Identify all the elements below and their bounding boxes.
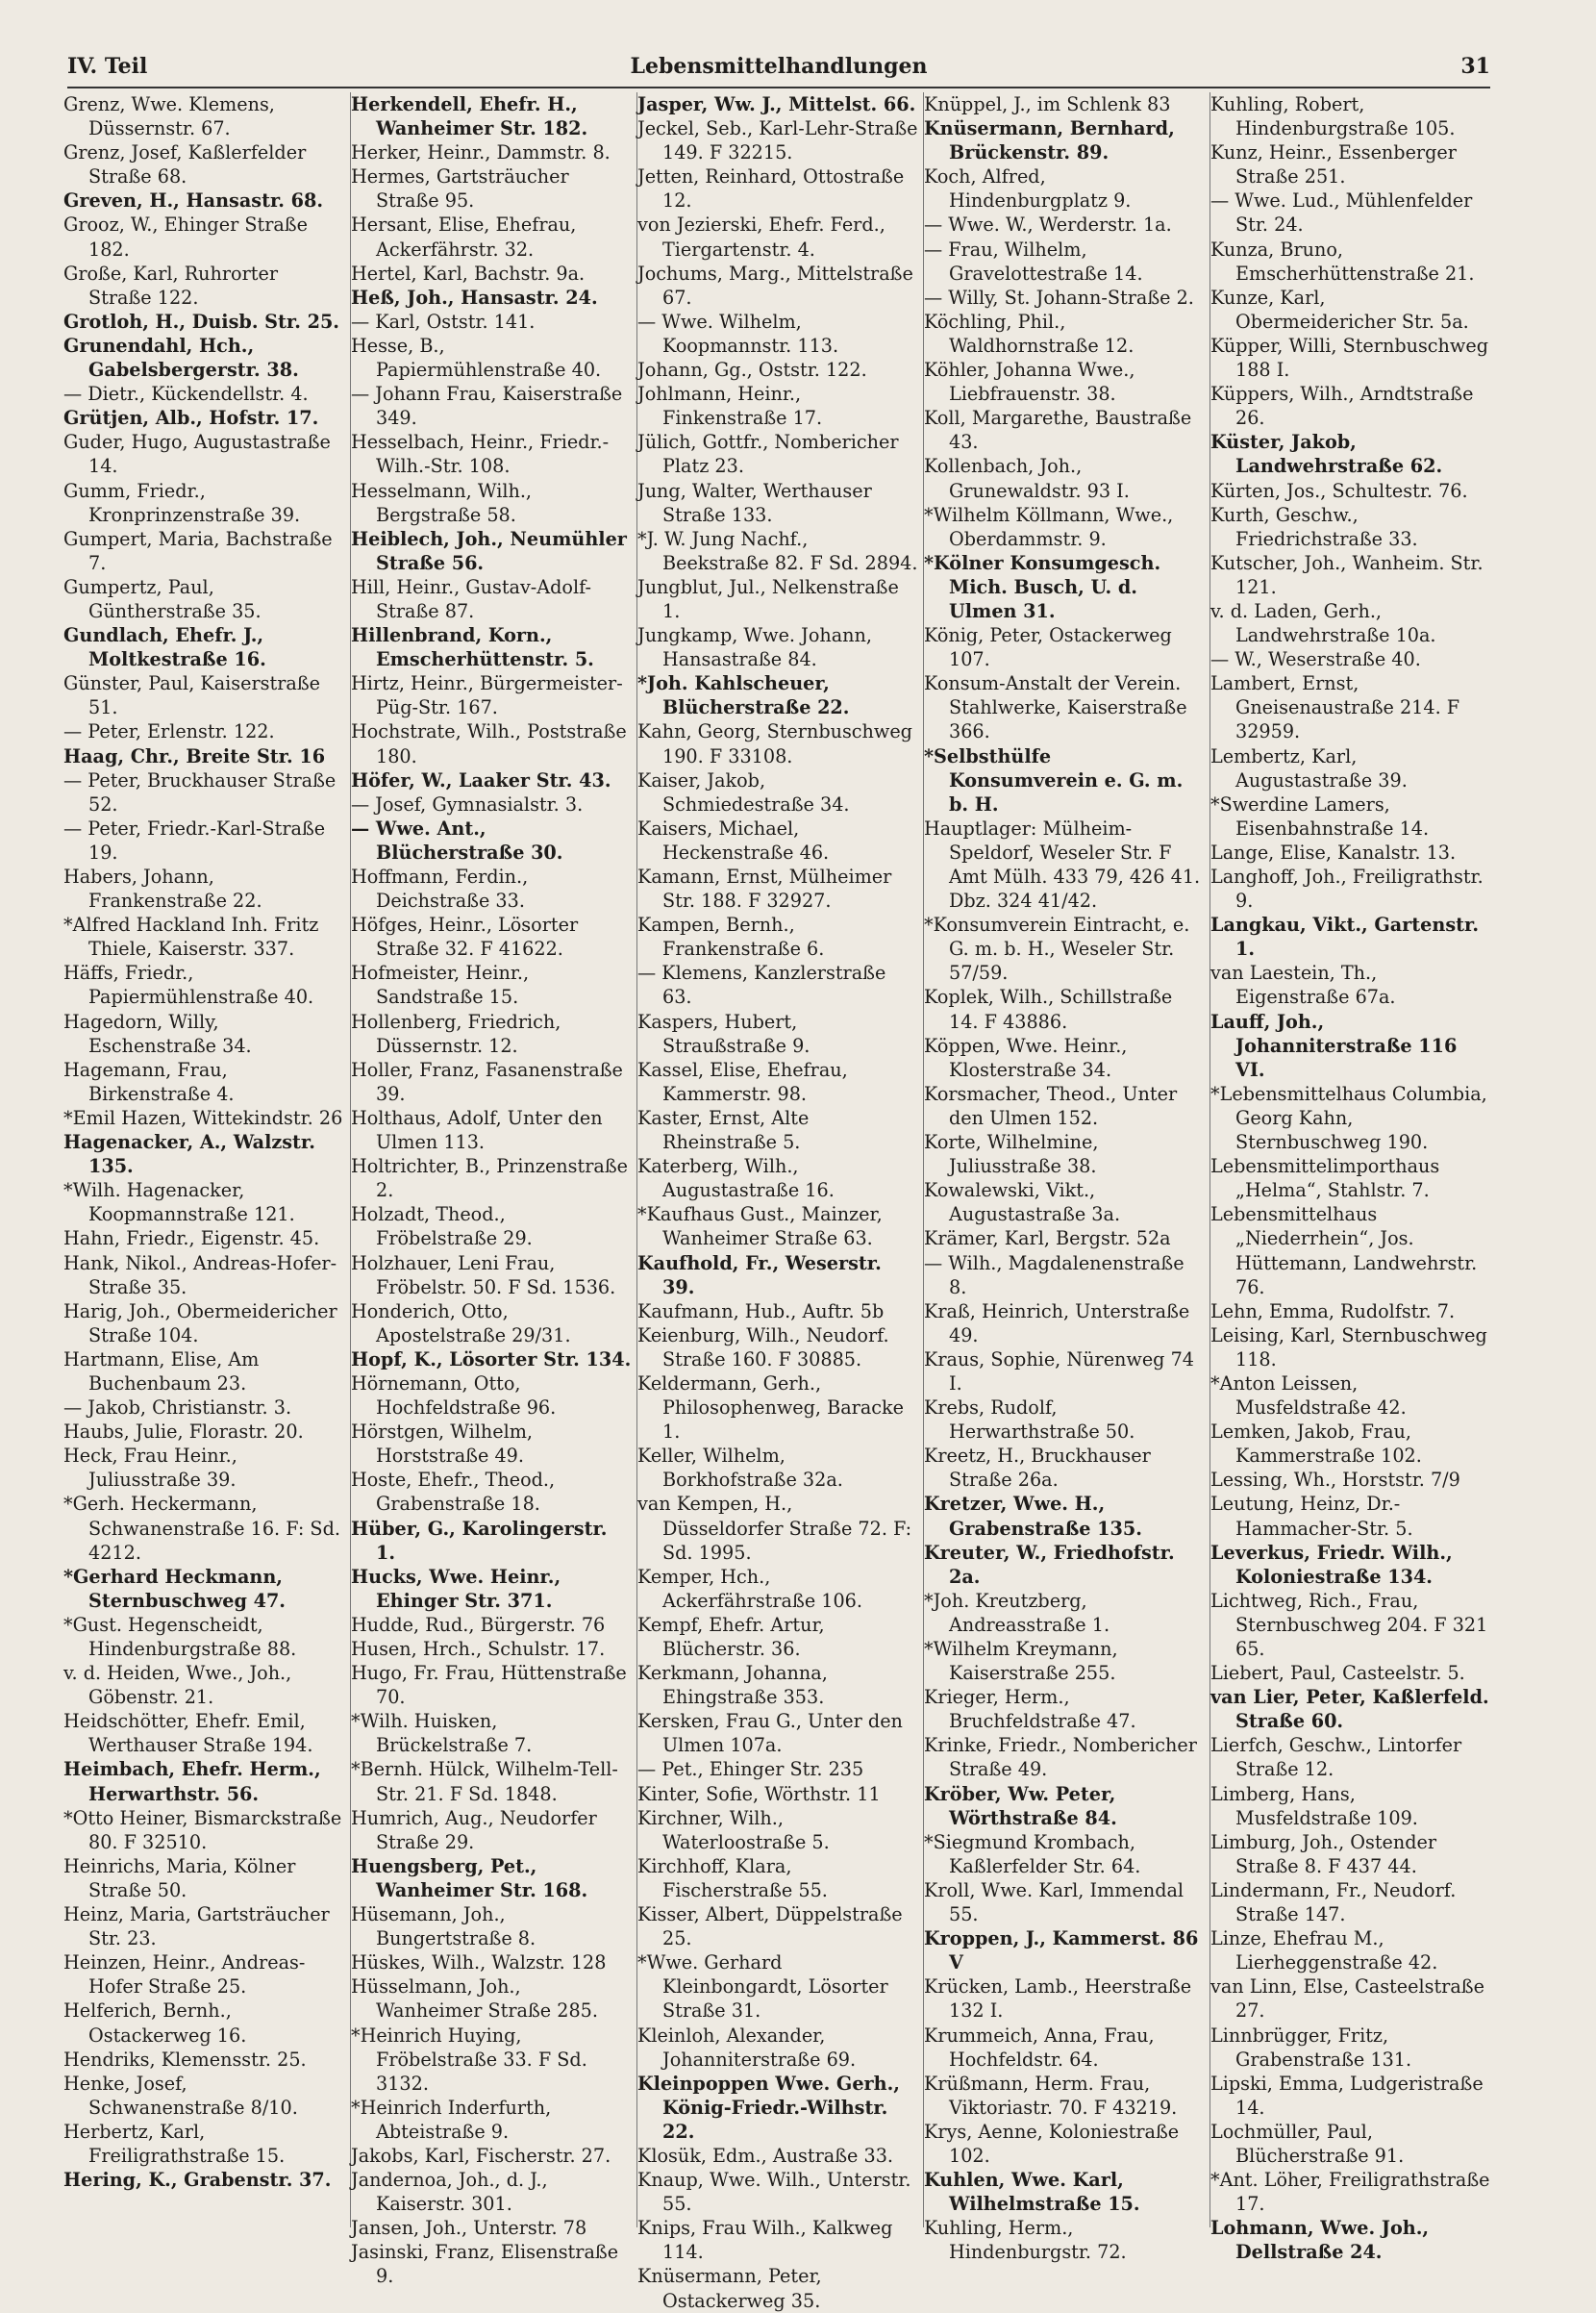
directory-entry: Guder, Hugo, Augustastraße 14.: [63, 431, 331, 478]
directory-entry: Honderich, Otto, Apostelstraße 29/31.: [351, 1299, 571, 1346]
directory-entry: Kürten, Jos., Schultestr. 76.: [1210, 479, 1468, 502]
directory-entry: Große, Karl, Ruhrorter Straße 122.: [63, 262, 278, 309]
directory-entry: Kurth, Geschw., Friedrichstraße 33.: [1210, 503, 1418, 550]
directory-entry: Kaspers, Hubert, Straußstraße 9.: [637, 1010, 810, 1057]
directory-entry: Kersken, Frau G., Unter den Ulmen 107a.: [637, 1710, 903, 1757]
directory-entry: — Wilh., Magdalenenstraße 8.: [924, 1251, 1185, 1298]
directory-entry: Kuhlen, Wwe. Karl, Wilhelmstraße 15.: [924, 2169, 1140, 2216]
directory-entry: Kaisers, Michael, Heckenstraße 46.: [637, 817, 830, 864]
directory-entry: Kuhling, Herm., Hindenburgstr. 72.: [924, 2217, 1127, 2264]
directory-entry: Jasper, Ww. J., Mittelst. 66.: [637, 93, 916, 115]
directory-entry: Kaufmann, Hub., Auftr. 5b: [637, 1299, 885, 1322]
directory-entry: Grooz, W., Ehinger Straße 182.: [63, 214, 308, 261]
directory-entry: Haag, Chr., Breite Str. 16: [63, 744, 326, 767]
directory-entry: Kerkmann, Johanna, Ehingstraße 353.: [637, 1662, 828, 1709]
directory-entry: *Emil Hazen, Wittekindstr. 26: [63, 1106, 343, 1129]
directory-entry: *Heinrich Huying, Fröbelstraße 33. F Sd. 3132.: [351, 2024, 587, 2095]
directory-entry: Koch, Alfred, Hindenburgplatz 9.: [924, 165, 1132, 213]
directory-entry: Jakobs, Karl, Fischerstr. 27.: [351, 2144, 611, 2167]
directory-entry: *Gerhard Heckmann, Sternbuschweg 47.: [63, 1565, 286, 1612]
directory-entry: *Swerdine Lamers, Eisenbahnstraße 14.: [1210, 792, 1430, 840]
directory-entry: Lierfch, Geschw., Lintorfer Straße 12.: [1210, 1734, 1462, 1781]
directory-entry: Kunze, Karl, Obermeidericher Str. 5a.: [1210, 286, 1469, 333]
directory-entry: Habers, Johann, Frankenstraße 22.: [63, 866, 262, 913]
directory-entry: Hering, K., Grabenstr. 37.: [63, 2169, 332, 2192]
directory-entry: Hesselmann, Wilh., Bergstraße 58.: [351, 479, 533, 526]
directory-entry: *Wilhelm Kreymann, Kaiserstraße 255.: [924, 1638, 1118, 1685]
directory-entry: v. d. Heiden, Wwe., Joh., Göbenstr. 21.: [63, 1662, 292, 1709]
directory-entry: Hollenberg, Friedrich, Düssernstr. 12.: [351, 1010, 561, 1057]
directory-entry: Hopf, K., Lösorter Str. 134.: [351, 1347, 632, 1370]
directory-entry: — Klemens, Kanzlerstraße 63.: [637, 962, 886, 1009]
directory-entry: Gumpertz, Paul, Güntherstraße 35.: [63, 575, 262, 622]
directory-entry: Holler, Franz, Fasanenstraße 39.: [351, 1058, 623, 1105]
directory-entry: Korte, Wilhelmine, Juliusstraße 38.: [924, 1131, 1099, 1178]
directory-entry: — Frau, Wilhelm, Gravelottestraße 14.: [924, 238, 1143, 285]
directory-entry: Hill, Heinr., Gustav-Adolf-Straße 87.: [351, 575, 592, 622]
directory-entry: Krys, Aenne, Koloniestraße 102.: [924, 2120, 1180, 2167]
directory-entry: *Heinrich Inderfurth, Abteistraße 9.: [351, 2096, 552, 2143]
directory-entry: Leverkus, Friedr. Wilh., Koloniestraße 134.: [1210, 1541, 1453, 1588]
directory-entry: Kampen, Bernh., Frankenstraße 6.: [637, 914, 825, 961]
directory-entry: Lebensmittelimporthaus „Helma“, Stahlstr. 7.: [1210, 1155, 1440, 1202]
directory-entry: Keienburg, Wilh., Neudorf. Straße 160. F 30885.: [637, 1323, 889, 1370]
directory-entry: Hochstrate, Wilh., Poststraße 180.: [351, 720, 627, 767]
directory-entry: Lessing, Wh., Horststr. 7/9: [1210, 1469, 1460, 1492]
directory-entry: Hendriks, Klemensstr. 25.: [63, 2048, 307, 2071]
column-2: [350, 92, 636, 2288]
directory-entry: *Kaufhaus Gust., Mainzer, Wanheimer Straße 63.: [637, 1203, 883, 1250]
directory-entry: Kirchner, Wilh., Waterloostraße 5.: [637, 1806, 830, 1853]
directory-entry: Jung, Walter, Werthauser Straße 133.: [637, 479, 872, 526]
directory-columns: [63, 92, 1496, 2312]
directory-entry: Jülich, Gottfr., Nombericher Platz 23.: [637, 431, 899, 478]
directory-entry: Lochmüller, Paul, Blücherstraße 91.: [1210, 2120, 1405, 2167]
directory-entry: Kollenbach, Joh., Grunewaldstr. 93 I.: [924, 455, 1130, 502]
directory-entry: — Jakob, Christianstr. 3.: [63, 1396, 292, 1420]
directory-entry: Hermes, Gartsträucher Straße 95.: [351, 165, 569, 213]
directory-entry: Hugo, Fr. Frau, Hüttenstraße 70.: [351, 1662, 627, 1709]
directory-entry: Koll, Margarethe, Baustraße 43.: [924, 407, 1192, 454]
directory-entry: Korsmacher, Theod., Unter den Ulmen 152.: [924, 1082, 1178, 1129]
directory-entry: Keldermann, Gerh., Philosophenweg, Baracke 1.: [637, 1371, 904, 1444]
directory-entry: *Otto Heiner, Bismarckstraße 80. F 32510.: [63, 1806, 342, 1853]
directory-entry: Hirtz, Heinr., Bürgermeister-Püg-Str. 167.: [351, 672, 623, 719]
directory-entry: Hesse, B., Papiermühlenstraße 40.: [351, 334, 602, 382]
directory-entry: Kroll, Wwe. Karl, Immendal 55.: [924, 1878, 1185, 1926]
directory-entry: Greven, H., Hansastr. 68.: [63, 189, 324, 213]
directory-entry: — W., Weserstraße 40.: [1210, 648, 1421, 671]
directory-entry: *Lebensmittelhaus Columbia, Georg Kahn, Sternbuschweg 190.: [1210, 1082, 1487, 1154]
directory-entry: Limberg, Hans, Musfeldstraße 109.: [1210, 1782, 1418, 1829]
directory-entry: — Willy, St. Johann-Straße 2.: [924, 286, 1194, 309]
directory-entry: Höfges, Heinr., Lösorter Straße 32. F 41622.: [351, 914, 579, 961]
directory-entry: Jungblut, Jul., Nelkenstraße 1.: [637, 575, 899, 622]
directory-entry: Leising, Karl, Sternbuschweg 118.: [1210, 1323, 1487, 1370]
directory-entry: Langkau, Vikt., Gartenstr. 1.: [1210, 914, 1480, 961]
directory-entry: Knüsermann, Peter, Ostackerweg 35.: [637, 2265, 822, 2312]
directory-entry: *Alfred Hackland Inh. Fritz Thiele, Kaiserstr. 337.: [63, 914, 319, 961]
directory-entry: Hagedorn, Willy, Eschenstraße 34.: [63, 1010, 252, 1057]
directory-entry: Hertel, Karl, Bachstr. 9a.: [351, 262, 586, 285]
directory-entry: Langhoff, Joh., Freiligrathstr. 9.: [1210, 866, 1484, 913]
directory-entry: Jasinski, Franz, Elisenstraße 9.: [351, 2241, 619, 2288]
page-number: 31: [1460, 54, 1490, 79]
directory-entry: Knüsermann, Bernhard, Brückenstr. 89.: [924, 117, 1175, 164]
directory-entry: Knüppel, J., im Schlenk 83: [924, 93, 1171, 115]
directory-entry: Krüßmann, Herm. Frau, Viktoriastr. 70. F 43219.: [924, 2072, 1178, 2119]
directory-entry: Linze, Ehefrau M., Lierheggenstraße 42.: [1210, 1927, 1438, 1974]
column-3: [636, 92, 922, 2312]
directory-entry: Gumpert, Maria, Bachstraße 7.: [63, 527, 333, 574]
directory-entry: *Gust. Hegenscheidt, Hindenburgstraße 88.: [63, 1613, 297, 1660]
directory-entry: — Peter, Erlenstr. 122.: [63, 720, 275, 743]
directory-entry: Harig, Joh., Obermeidericher Straße 104.: [63, 1299, 337, 1346]
directory-entry: Lohmann, Wwe. Joh., Dellstraße 24.: [1210, 2217, 1430, 2264]
directory-entry: Leutung, Heinz, Dr.-Hammacher-Str. 5.: [1210, 1493, 1413, 1540]
directory-entry: — Pet., Ehinger Str. 235: [637, 1758, 864, 1781]
directory-entry: Kreuter, W., Friedhofstr. 2a.: [924, 1541, 1175, 1588]
directory-entry: Kunza, Bruno, Emscherhüttenstraße 21.: [1210, 238, 1475, 285]
directory-entry: *Wilh. Hagenacker, Koopmannstraße 121.: [63, 1179, 295, 1226]
directory-entry: Huengsberg, Pet., Wanheimer Str. 168.: [351, 1854, 588, 1901]
directory-entry: Haubs, Julie, Florastr. 20.: [63, 1420, 304, 1444]
directory-entry: Jandernoa, Joh., d. J., Kaiserstr. 301.: [351, 2169, 548, 2216]
directory-entry: Liebert, Paul, Casteelstr. 5.: [1210, 1662, 1465, 1685]
directory-entry: Hoste, Ehefr., Theod., Grabenstraße 18.: [351, 1469, 556, 1516]
directory-entry: Küster, Jakob, Landwehrstraße 62.: [1210, 431, 1443, 478]
directory-entry: *Wilh. Huisken, Brückelstraße 7.: [351, 1710, 533, 1757]
directory-entry: Heiblech, Joh., Neumühler Straße 56.: [351, 527, 627, 574]
directory-entry: Günster, Paul, Kaiserstraße 51.: [63, 672, 321, 719]
directory-entry: Gumm, Friedr., Kronprinzenstraße 39.: [63, 479, 301, 526]
directory-entry: Kreetz, H., Bruckhauser Straße 26a.: [924, 1445, 1151, 1492]
directory-entry: Kretzer, Wwe. H., Grabenstraße 135.: [924, 1493, 1142, 1540]
directory-entry: Kaster, Ernst, Alte Rheinstraße 5.: [637, 1106, 810, 1154]
directory-entry: Heimbach, Ehefr. Herm., Herwarthstr. 56.: [63, 1758, 321, 1805]
directory-entry: Kemper, Hch., Ackerfährstraße 106.: [637, 1565, 862, 1612]
directory-entry: Kamann, Ernst, Mülheimer Str. 188. F 32927.: [637, 866, 892, 913]
directory-entry: Grütjen, Alb., Hofstr. 17.: [63, 407, 319, 430]
directory-entry: Keller, Wilhelm, Borkhofstraße 32a.: [637, 1445, 843, 1492]
directory-entry: Konsum-Anstalt der Verein. Stahlwerke, Kaiserstraße 366.: [924, 672, 1187, 743]
directory-entry: Krieger, Herm., Bruchfeldstraße 47.: [924, 1686, 1136, 1733]
directory-entry: — Johann Frau, Kaiserstraße 349.: [351, 383, 623, 430]
directory-entry: Kleinpoppen Wwe. Gerh., König-Friedr.-Wilhstr. 22.: [637, 2072, 900, 2143]
directory-entry: Kaufhold, Fr., Weserstr. 39.: [637, 1251, 882, 1298]
directory-entry: Köppen, Wwe. Heinr., Klosterstraße 34.: [924, 1034, 1128, 1081]
directory-entry: Koplek, Wilh., Schillstraße 14. F 43886.: [924, 986, 1173, 1033]
directory-entry: Hagenacker, A., Walzstr. 135.: [63, 1131, 315, 1178]
directory-entry: Hüsemann, Joh., Bungertstraße 8.: [351, 1903, 536, 1950]
directory-entry: Lindermann, Fr., Neudorf. Straße 147.: [1210, 1878, 1457, 1926]
directory-entry: Jeckel, Seb., Karl-Lehr-Straße 149. F 32215.: [637, 117, 918, 164]
directory-entry: Jungkamp, Wwe. Johann, Hansastraße 84.: [637, 624, 872, 671]
directory-entry: Höfer, W., Laaker Str. 43.: [351, 768, 611, 792]
directory-entry: Herker, Heinr., Dammstr. 8.: [351, 141, 611, 164]
directory-entry: Klosük, Edm., Austraße 33.: [637, 2144, 894, 2167]
directory-entry: Hüsselmann, Joh., Wanheimer Straße 285.: [351, 1975, 598, 2023]
directory-entry: — Dietr., Kückendellstr. 4.: [63, 383, 309, 406]
directory-entry: — Wwe. Ant., Blücherstraße 30.: [351, 817, 563, 864]
directory-entry: Kuhling, Robert, Hindenburgstraße 105.: [1210, 93, 1456, 140]
directory-entry: Lichtweg, Rich., Frau, Sternbuschweg 204. F 321 65.: [1210, 1589, 1488, 1660]
directory-entry: Hoffmann, Ferdin., Deichstraße 33.: [351, 866, 529, 913]
directory-entry: Kraus, Sophie, Nürenweg 74 I.: [924, 1347, 1194, 1395]
directory-entry: *Anton Leissen, Musfeldstraße 42.: [1210, 1371, 1407, 1420]
directory-entry: Grunendahl, Hch., Gabelsbergerstr. 38.: [63, 334, 299, 382]
directory-entry: Grotloh, H., Duisb. Str. 25.: [63, 310, 339, 333]
directory-entry: Kisser, Albert, Düppelstraße 25.: [637, 1903, 903, 1950]
directory-entry: Krämer, Karl, Bergstr. 52a: [924, 1227, 1171, 1250]
directory-entry: Lange, Elise, Kanalstr. 13.: [1210, 841, 1457, 864]
directory-entry: Kinter, Sofie, Wörthstr. 11: [637, 1782, 881, 1805]
directory-entry: Johann, Gg., Oststr. 122.: [637, 359, 867, 382]
directory-entry: Heidschötter, Ehefr. Emil, Werthauser Straße 194.: [63, 1710, 313, 1757]
column-5: [1209, 92, 1495, 2264]
directory-entry: Linnbrügger, Fritz, Grabenstraße 131.: [1210, 2024, 1412, 2071]
directory-entry: Helferich, Bernh., Ostackerweg 16.: [63, 1999, 247, 2047]
directory-entry: König, Peter, Ostackerweg 107.: [924, 624, 1172, 671]
page-title: Lebensmittelhandlungen: [630, 54, 928, 79]
directory-entry: Häffs, Friedr., Papiermühlenstraße 40.: [63, 962, 314, 1009]
directory-entry: Kassel, Elise, Ehefrau, Kammerstr. 98.: [637, 1058, 848, 1105]
directory-entry: Kaiser, Jakob, Schmiedestraße 34.: [637, 768, 850, 816]
column-1: [63, 92, 348, 2227]
directory-entry: Kutscher, Joh., Wanheim. Str. 121.: [1210, 551, 1484, 598]
directory-entry: Lauff, Joh., Johanniterstraße 116 VI.: [1210, 1010, 1458, 1081]
directory-entry: Jochums, Marg., Mittelstraße 67.: [637, 262, 913, 309]
directory-entry: Kleinloh, Alexander, Johanniterstraße 69.: [637, 2024, 857, 2071]
directory-entry: Humrich, Aug., Neudorfer Straße 29.: [351, 1806, 597, 1853]
column-4: [923, 92, 1209, 2264]
directory-entry: Lembertz, Karl, Augustastraße 39.: [1210, 744, 1408, 792]
directory-entry: Herkendell, Ehefr. H., Wanheimer Str. 182.: [351, 93, 588, 140]
directory-entry: Johlmann, Heinr., Finkenstraße 17.: [637, 383, 823, 430]
directory-entry: *Selbsthülfe Konsumverein e. G. m. b. H.: [924, 744, 1184, 816]
directory-entry: Hüskes, Wilh., Walzstr. 128: [351, 1951, 607, 1974]
directory-entry: Heinrichs, Maria, Kölner Straße 50.: [63, 1854, 296, 1901]
directory-entry: — Peter, Friedr.-Karl-Straße 19.: [63, 817, 326, 864]
directory-entry: *Kölner Konsumgesch. Mich. Busch, U. d. Ulmen 31.: [924, 551, 1161, 622]
directory-entry: van Kempen, H., Düsseldorfer Straße 72. F: Sd. 1995.: [637, 1493, 912, 1564]
directory-entry: van Linn, Else, Casteelstraße 27.: [1210, 1975, 1484, 2023]
directory-entry: Knaup, Wwe. Wilh., Unterstr. 55.: [637, 2169, 911, 2216]
directory-entry: Kempf, Ehefr. Artur, Blücherstr. 36.: [637, 1613, 825, 1660]
directory-entry: Küppers, Wilh., Arndtstraße 26.: [1210, 383, 1474, 430]
directory-entry: Holthaus, Adolf, Unter den Ulmen 113.: [351, 1106, 603, 1154]
directory-entry: Hüber, G., Karolingerstr. 1.: [351, 1517, 608, 1564]
directory-entry: Krücken, Lamb., Heerstraße 132 I.: [924, 1975, 1192, 2023]
directory-entry: Hörnemann, Otto, Hochfeldstraße 96.: [351, 1371, 557, 1420]
directory-entry: Heck, Frau Heinr., Juliusstraße 39.: [63, 1445, 237, 1492]
directory-entry: *Wilhelm Köllmann, Wwe., Oberdammstr. 9.: [924, 503, 1174, 550]
directory-entry: *Joh. Kahlscheuer, Blücherstraße 22.: [637, 672, 850, 719]
directory-entry: *Bernh. Hülck, Wilhelm-Tell-Str. 21. F Sd. 1848.: [351, 1758, 618, 1805]
directory-entry: Hudde, Rud., Bürgerstr. 76: [351, 1613, 606, 1636]
directory-entry: Kunz, Heinr., Essenberger Straße 251.: [1210, 141, 1457, 189]
directory-entry: Hank, Nikol., Andreas-Hofer-Straße 35.: [63, 1251, 337, 1298]
directory-entry: Hucks, Wwe. Heinr., Ehinger Str. 371.: [351, 1565, 561, 1612]
directory-entry: — Wwe. W., Werderstr. 1a.: [924, 214, 1172, 237]
directory-entry: — Josef, Gymnasialstr. 3.: [351, 792, 584, 816]
directory-entry: Kahn, Georg, Sternbuschweg 190. F 33108.: [637, 720, 912, 767]
directory-entry: Hillenbrand, Korn., Emscherhüttenstr. 5.: [351, 624, 594, 671]
directory-entry: Heß, Joh., Hansastr. 24.: [351, 286, 598, 309]
directory-entry: Hörstgen, Wilhelm, Horststraße 49.: [351, 1420, 534, 1468]
directory-entry: Henke, Josef, Schwanenstraße 8/10.: [63, 2072, 298, 2119]
directory-entry: — Karl, Oststr. 141.: [351, 310, 536, 333]
directory-entry: Lemken, Jakob, Frau, Kammerstraße 102.: [1210, 1420, 1422, 1468]
directory-entry: *Konsumverein Eintracht, e. G. m. b. H., Weseler Str. 57/59.: [924, 914, 1190, 985]
directory-entry: Lehn, Emma, Rudolfstr. 7.: [1210, 1299, 1456, 1322]
directory-entry: Küpper, Willi, Sternbuschweg 188 I.: [1210, 334, 1488, 382]
directory-entry: Kowalewski, Vikt., Augustastraße 3a.: [924, 1179, 1121, 1226]
directory-entry: Gundlach, Ehefr. J., Moltkestraße 16.: [63, 624, 266, 671]
directory-entry: Köchling, Phil., Waldhornstraße 12.: [924, 310, 1135, 357]
directory-entry: Hofmeister, Heinr., Sandstraße 15.: [351, 962, 530, 1009]
directory-entry: Lipski, Emma, Ludgeristraße 14.: [1210, 2072, 1484, 2119]
directory-entry: Heinzen, Heinr., Andreas-Hofer Straße 25.: [63, 1951, 306, 1999]
directory-entry: Hersant, Elise, Ehefrau, Ackerfährstr. 32.: [351, 214, 577, 261]
directory-entry: Hauptlager: Mülheim-Speldorf, Weseler Str. F Amt Mülh. 433 79, 426 41. Dbz. 324 41/42.: [924, 817, 1201, 913]
directory-entry: van Lier, Peter, Kaßlerfeld. Straße 60.: [1210, 1686, 1489, 1733]
directory-entry: von Jezierski, Ehefr. Ferd., Tiergartenstr. 4.: [637, 214, 885, 261]
directory-entry: Hagemann, Frau, Birkenstraße 4.: [63, 1058, 235, 1105]
directory-entry: Köhler, Johanna Wwe., Liebfrauenstr. 38.: [924, 359, 1135, 406]
directory-entry: Grenz, Wwe. Klemens, Düssernstr. 67.: [63, 93, 275, 140]
directory-entry: Kroppen, J., Kammerst. 86 V: [924, 1927, 1199, 1974]
directory-entry: Holzhauer, Leni Frau, Fröbelstr. 50. F Sd. 1536.: [351, 1251, 616, 1298]
directory-entry: Hahn, Friedr., Eigenstr. 45.: [63, 1227, 320, 1250]
directory-entry: *J. W. Jung Nachf., Beekstraße 82. F Sd. 2894.: [637, 527, 918, 574]
directory-entry: Grenz, Josef, Kaßlerfelder Straße 68.: [63, 141, 307, 189]
directory-entry: Kraß, Heinrich, Unterstraße 49.: [924, 1299, 1190, 1346]
directory-entry: Herbertz, Karl, Freiligrathstraße 15.: [63, 2120, 286, 2167]
directory-entry: — Wwe. Wilhelm, Koopmannstr. 113.: [637, 310, 839, 357]
section-label: IV. Teil: [67, 54, 148, 79]
directory-entry: Krinke, Friedr., Nombericher Straße 49.: [924, 1734, 1197, 1781]
directory-entry: Kirchhoff, Klara, Fischerstraße 55.: [637, 1854, 828, 1901]
directory-entry: *Joh. Kreutzberg, Andreasstraße 1.: [924, 1589, 1110, 1636]
directory-entry: Limburg, Joh., Ostender Straße 8. F 437 44.: [1210, 1830, 1437, 1877]
directory-entry: Krummeich, Anna, Frau, Hochfeldstr. 64.: [924, 2024, 1155, 2071]
directory-entry: — Peter, Bruckhauser Straße 52.: [63, 768, 337, 816]
directory-entry: *Wwe. Gerhard Kleinbongardt, Lösorter Straße 31.: [637, 1951, 888, 2023]
directory-entry: Hartmann, Elise, Am Buchenbaum 23.: [63, 1347, 260, 1395]
directory-entry: Knips, Frau Wilh., Kalkweg 114.: [637, 2217, 893, 2264]
directory-entry: *Siegmund Krombach, Kaßlerfelder Str. 64.: [924, 1830, 1141, 1877]
directory-entry: — Wwe. Lud., Mühlenfelder Str. 24.: [1210, 189, 1473, 237]
directory-entry: Jansen, Joh., Unterstr. 78: [351, 2217, 587, 2240]
directory-entry: Heinz, Maria, Gartsträucher Str. 23.: [63, 1903, 330, 1950]
directory-entry: *Gerh. Heckermann, Schwanenstraße 16. F: Sd. 4212.: [63, 1493, 340, 1564]
directory-entry: Husen, Hrch., Schulstr. 17.: [351, 1638, 606, 1660]
directory-entry: Holtrichter, B., Prinzenstraße 2.: [351, 1155, 629, 1202]
directory-entry: Holzadt, Theod., Fröbelstraße 29.: [351, 1203, 533, 1250]
directory-entry: Krebs, Rudolf, Herwarthstraße 50.: [924, 1396, 1135, 1444]
directory-entry: Katerberg, Wilh., Augustastraße 16.: [637, 1155, 835, 1202]
directory-entry: Lambert, Ernst, Gneisenaustraße 214. F 32959.: [1210, 672, 1460, 743]
directory-entry: *Ant. Löher, Freiligrathstraße 17.: [1210, 2169, 1490, 2216]
directory-entry: van Laestein, Th., Eigenstraße 67a.: [1210, 962, 1396, 1009]
directory-entry: Lebensmittelhaus „Niederrhein“, Jos. Hüttemann, Landwehrstr. 76.: [1210, 1203, 1478, 1298]
directory-entry: v. d. Laden, Gerh., Landwehrstraße 10a.: [1210, 599, 1436, 647]
directory-entry: Hesselbach, Heinr., Friedr.-Wilh.-Str. 108.: [351, 431, 610, 478]
directory-entry: Kröber, Ww. Peter, Wörthstraße 84.: [924, 1782, 1117, 1829]
page-header: [67, 54, 1490, 88]
directory-entry: Jetten, Reinhard, Ottostraße 12.: [637, 165, 905, 213]
